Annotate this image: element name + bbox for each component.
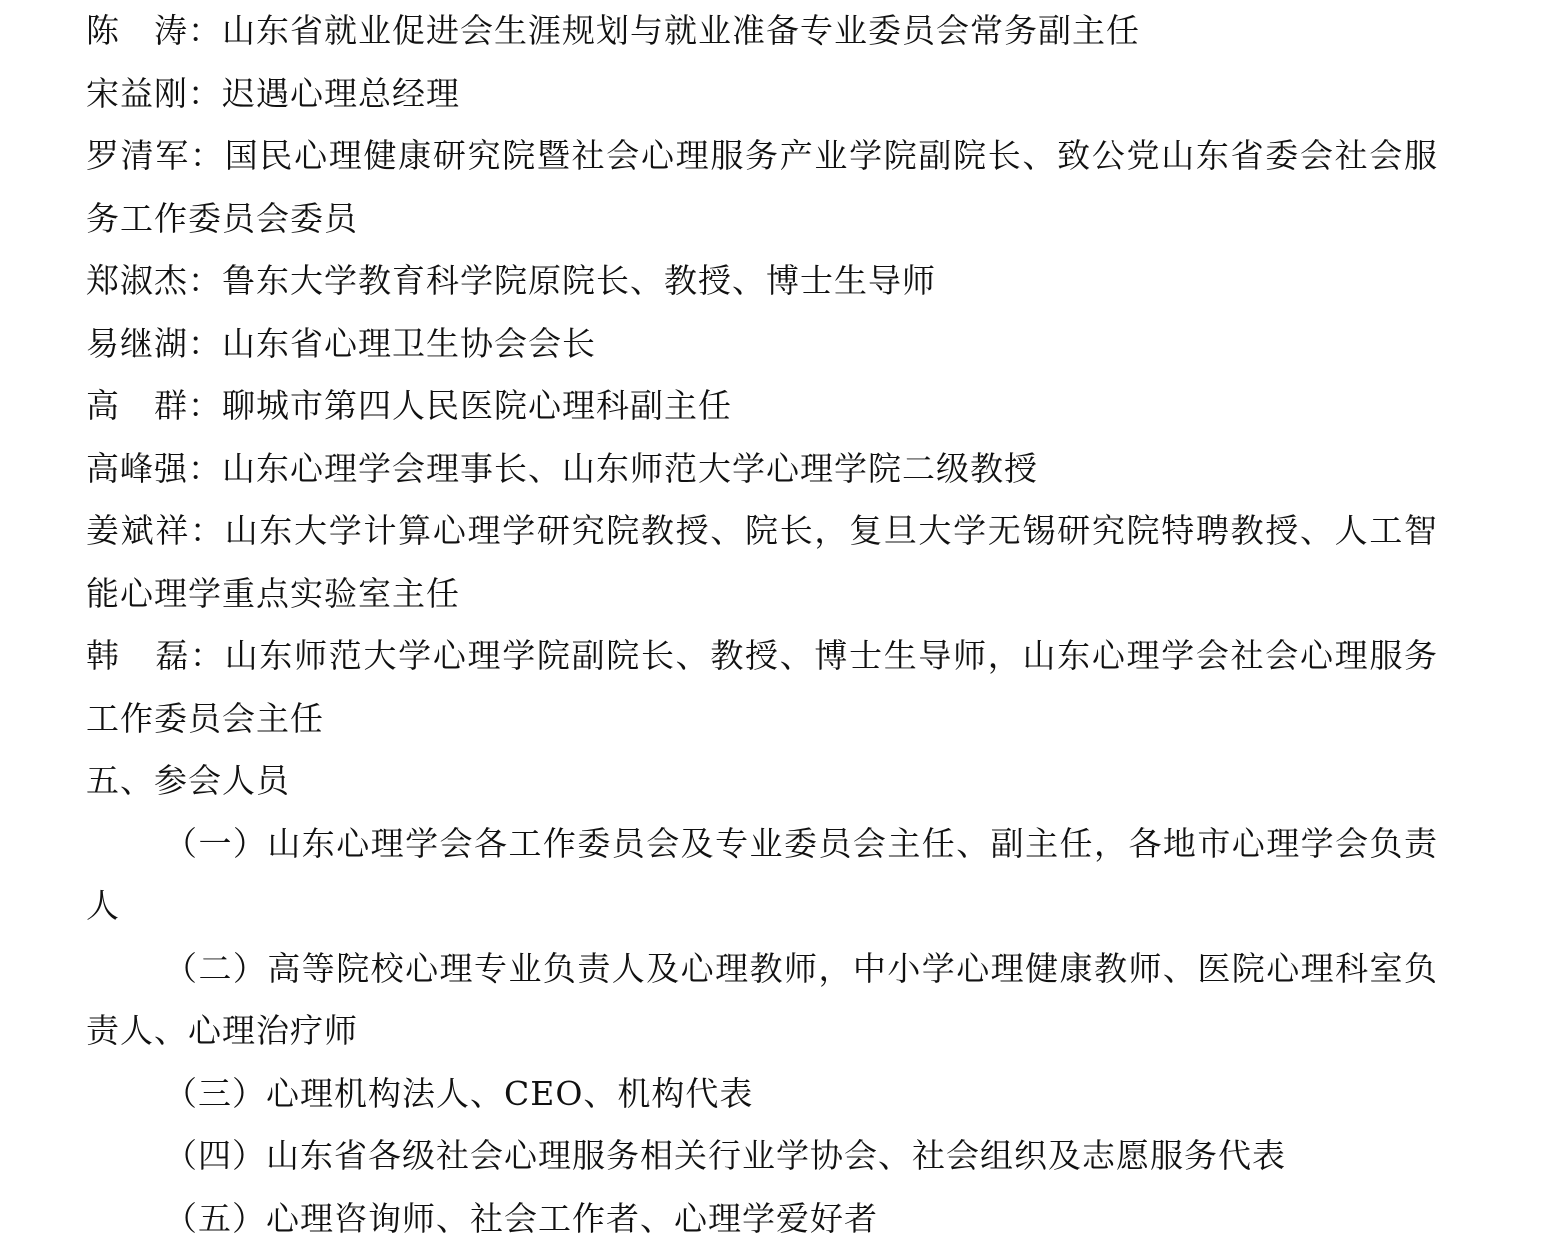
expert-name: 姜斌祥： — [86, 511, 225, 550]
expert-title: 山东师范大学心理学院副院长、教授、博士生导师，山东心理学会社会心理服务工作委员会主任 — [86, 636, 1439, 738]
expert-name: 罗清军： — [86, 136, 225, 175]
expert-entry — [86, 313, 1438, 376]
expert-entry — [86, 63, 1438, 126]
expert-entry — [86, 250, 1438, 313]
expert-name: 高 群： — [86, 386, 222, 425]
expert-entry — [86, 375, 1438, 438]
section-heading: 五、参会人员 — [86, 761, 290, 800]
expert-name: 宋益刚： — [86, 73, 222, 113]
attendee-item: （四）山东省各级社会心理服务相关行业学协会、社会组织及志愿服务代表 — [164, 1136, 1286, 1175]
expert-name: 高峰强： — [86, 448, 222, 488]
attendee-item: （一）山东心理学会各工作委员会及专业委员会主任、副主任，各地市心理学会负责人 — [86, 823, 1438, 925]
expert-title: 山东心理学会理事长、山东师范大学心理学院二级教授 — [222, 448, 1038, 488]
expert-name: 郑淑杰： — [86, 261, 222, 300]
expert-entry — [86, 125, 1438, 250]
expert-name: 易继湖： — [86, 323, 222, 363]
expert-title: 迟遇心理总经理 — [222, 73, 460, 113]
expert-title: 国民心理健康研究院暨社会心理服务产业学院副院长、致公党山东省委会社会服务工作委员会委员 — [86, 136, 1439, 238]
document-page — [86, 0, 1438, 1250]
attendee-item: （五）心理咨询师、社会工作者、心理学爱好者 — [164, 1198, 878, 1238]
expert-name: 韩 磊： — [86, 636, 225, 675]
expert-entry — [86, 438, 1438, 501]
expert-name: 陈 涛： — [86, 11, 222, 50]
attendee-item: （二）高等院校心理专业负责人及心理教师，中小学心理健康教师、医院心理科室负责人、心理治疗师 — [86, 948, 1438, 1050]
attendee-item: （三）心理机构法人、CEO、机构代表 — [164, 1073, 754, 1113]
expert-entry — [86, 500, 1438, 625]
expert-title: 鲁东大学教育科学院原院长、教授、博士生导师 — [222, 261, 936, 300]
expert-entry — [86, 625, 1438, 750]
expert-title: 山东省心理卫生协会会长 — [222, 323, 596, 363]
expert-title: 聊城市第四人民医院心理科副主任 — [222, 386, 732, 425]
expert-entry — [86, 0, 1438, 63]
expert-title: 山东省就业促进会生涯规划与就业准备专业委员会常务副主任 — [222, 11, 1140, 50]
expert-title: 山东大学计算心理学研究院教授、院长，复旦大学无锡研究院特聘教授、人工智能心理学重点实验室主任 — [86, 511, 1439, 613]
